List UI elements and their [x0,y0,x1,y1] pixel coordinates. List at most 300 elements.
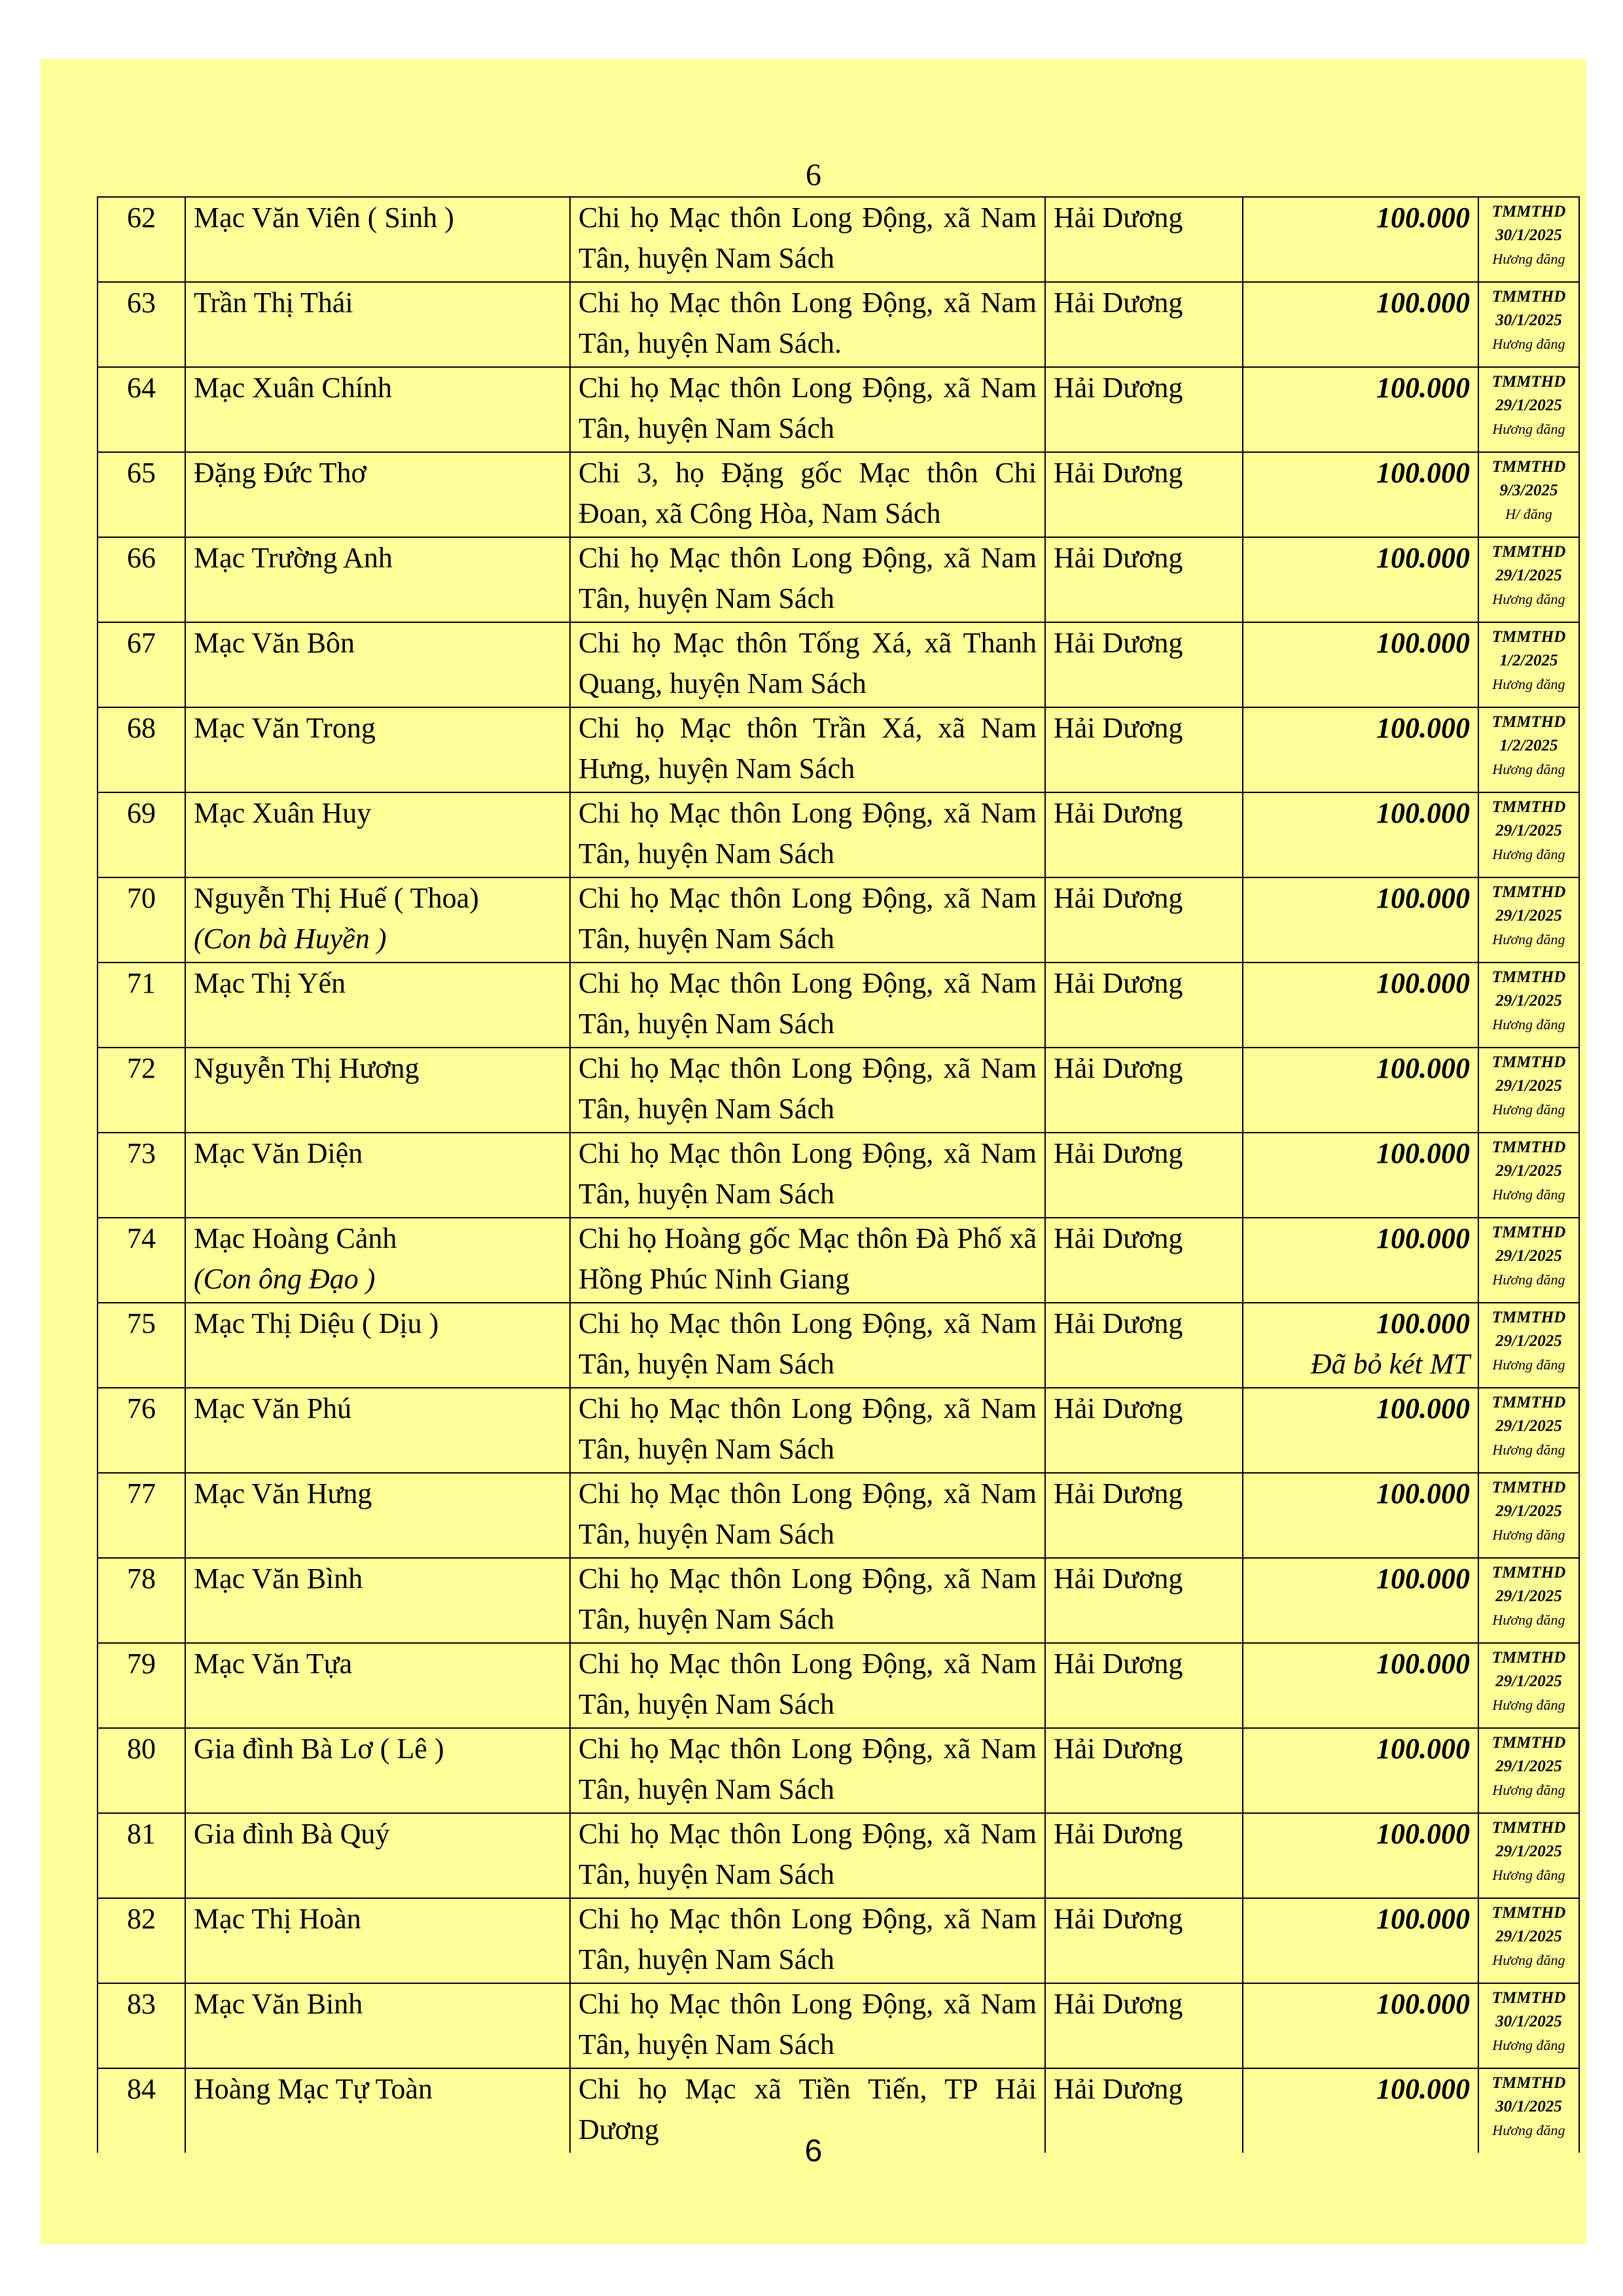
receipt-note [1478,1983,1579,2068]
receipt-note [1478,537,1579,622]
note-date: 29/1/2025 [1495,1247,1562,1265]
row-number [98,877,185,963]
row-number [98,1048,185,1133]
address: Chi họ Mạc thôn Long Động, xã Nam Tân, huyện Nam Sách [579,1648,1037,1720]
no: 84 [127,2073,156,2105]
note-date: 29/1/2025 [1495,1757,1562,1775]
name: Nguyễn Thị Huế ( Thoa) [194,882,479,914]
address: Chi họ Mạc thôn Long Động, xã Nam Tân, huyện Nam Sách. [579,287,1037,359]
no: 67 [127,627,156,659]
note-code: TMMTHD [1491,1479,1566,1496]
name: Mạc Thị Hoàn [194,1903,361,1935]
donor-province [1045,1218,1243,1303]
row-number [98,452,185,537]
address: Chi họ Mạc thôn Long Động, xã Nam Tân, huyện Nam Sách [579,542,1037,614]
donation-amount [1243,1813,1478,1898]
amount: 100.000 [1376,1733,1470,1765]
note-by: Hương đăng [1492,1952,1565,1968]
receipt-note [1478,1643,1579,1728]
donor-address [570,282,1045,367]
receipt-note [1478,1048,1579,1133]
donation-amount [1243,707,1478,792]
receipt-note [1478,452,1579,537]
amount: 100.000 [1376,1477,1470,1510]
receipt-note [1478,792,1579,877]
note-date: 29/1/2025 [1495,822,1562,839]
donor-address [570,367,1045,452]
donor-province [1045,452,1243,537]
name: Mạc Văn Viên ( Sinh ) [194,202,454,234]
address: Chi họ Mạc thôn Trần Xá, xã Nam Hưng, huyện Nam Sách [579,712,1037,785]
no: 75 [127,1307,156,1339]
no: 78 [127,1563,156,1595]
amount: 100.000 [1376,882,1470,914]
donor-name [185,1388,570,1473]
province: Hải Dương [1054,287,1183,319]
name: Gia đình Bà Lơ ( Lê ) [194,1733,444,1765]
province: Hải Dương [1054,797,1183,829]
province: Hải Dương [1054,712,1183,744]
table-row [98,1388,1579,1473]
donor-province [1045,1133,1243,1218]
receipt-note [1478,1218,1579,1303]
address: Chi họ Mạc thôn Long Động, xã Nam Tân, huyện Nam Sách [579,372,1037,444]
note-by: Hương đăng [1492,846,1565,862]
province: Hải Dương [1054,1137,1183,1169]
note-by: Hương đăng [1492,1186,1565,1203]
row-number [98,1133,185,1218]
address: Chi họ Mạc thôn Long Động, xã Nam Tân, huyện Nam Sách [579,797,1037,870]
receipt-note [1478,197,1579,282]
province: Hải Dương [1054,542,1183,574]
note-date: 30/1/2025 [1495,311,1562,329]
note-code: TMMTHD [1491,2074,1566,2092]
no: 65 [127,457,156,489]
name: Mạc Thị Yến [194,967,346,999]
name: Trần Thị Thái [194,287,353,319]
province: Hải Dương [1054,1392,1183,1424]
note-by: Hương đăng [1492,931,1565,947]
name: Mạc Văn Tựa [194,1648,353,1680]
table-row [98,1473,1579,1558]
donation-amount [1243,537,1478,622]
table-row [98,792,1579,877]
province: Hải Dương [1054,1563,1183,1595]
donor-province [1045,1473,1243,1558]
donation-amount [1243,197,1478,282]
note-code: TMMTHD [1491,628,1566,646]
donor-name [185,1218,570,1303]
receipt-note [1478,1388,1579,1473]
amount: 100.000 [1376,542,1470,574]
donation-table [97,196,1580,2153]
table-row [98,452,1579,537]
row-number [98,537,185,622]
note-code: TMMTHD [1491,1564,1566,1581]
no: 70 [127,882,156,914]
note-code: TMMTHD [1491,713,1566,731]
donor-address [570,1898,1045,1983]
note-by: Hương đăng [1492,1271,1565,1288]
note-code: TMMTHD [1491,1734,1566,1752]
receipt-note [1478,963,1579,1048]
no: 83 [127,1988,156,2020]
note-date: 29/1/2025 [1495,1162,1562,1180]
no: 73 [127,1137,156,1169]
address: Chi họ Mạc thôn Long Động, xã Nam Tân, huyện Nam Sách [579,202,1037,274]
receipt-note [1478,1558,1579,1643]
table-row [98,963,1579,1048]
table-row [98,1048,1579,1133]
note-date: 29/1/2025 [1495,907,1562,925]
donor-address [570,792,1045,877]
receipt-note [1478,1303,1579,1388]
province: Hải Dương [1054,457,1183,489]
row-number [98,1558,185,1643]
table-row [98,537,1579,622]
note-by: Hương đăng [1492,1101,1565,1118]
amount: 100.000 [1376,2073,1470,2105]
donor-address [570,963,1045,1048]
table-row [98,1558,1579,1643]
row-number [98,282,185,367]
note-by: Hương đăng [1492,761,1565,777]
name: Hoàng Mạc Tự Toàn [194,2073,433,2105]
note-by: Hương đăng [1492,1527,1565,1543]
note-code: TMMTHD [1491,1139,1566,1156]
name: Mạc Văn Bôn [194,627,355,659]
donor-province [1045,963,1243,1048]
note-by: Hương đăng [1492,1612,1565,1628]
note-code: TMMTHD [1491,1649,1566,1667]
amount: 100.000 [1376,1903,1470,1935]
note-date: 29/1/2025 [1495,567,1562,584]
donation-amount [1243,792,1478,877]
province: Hải Dương [1054,202,1183,234]
amount: 100.000 [1376,202,1470,234]
row-number [98,707,185,792]
name: Mạc Văn Trong [194,712,376,744]
note-code: TMMTHD [1491,373,1566,391]
province: Hải Dương [1054,1222,1183,1254]
province: Hải Dương [1054,627,1183,659]
no: 79 [127,1648,156,1680]
province: Hải Dương [1054,967,1183,999]
amount: 100.000 [1376,457,1470,489]
address: Chi họ Mạc thôn Long Động, xã Nam Tân, huyện Nam Sách [579,967,1037,1040]
province: Hải Dương [1054,1988,1183,2020]
row-number [98,1218,185,1303]
province: Hải Dương [1054,882,1183,914]
row-number [98,963,185,1048]
address: Chi họ Mạc thôn Long Động, xã Nam Tân, huyện Nam Sách [579,882,1037,955]
note-by: Hương đăng [1492,336,1565,352]
row-number [98,1643,185,1728]
amount: 100.000 [1376,627,1470,659]
row-number [98,1983,185,2068]
donor-province [1045,1048,1243,1133]
note-code: TMMTHD [1491,1819,1566,1837]
receipt-note [1478,1133,1579,1218]
note-date: 30/1/2025 [1495,2098,1562,2115]
receipt-note [1478,282,1579,367]
donor-province [1045,1388,1243,1473]
note-code: TMMTHD [1491,1224,1566,1241]
donation-amount [1243,963,1478,1048]
receipt-note [1478,877,1579,963]
row-number [98,1898,185,1983]
amount: 100.000 [1376,1988,1470,2020]
no: 76 [127,1392,156,1424]
donation-amount [1243,367,1478,452]
donation-amount [1243,877,1478,963]
amount: 100.000 [1376,1137,1470,1169]
table-row [98,622,1579,707]
note-date: 29/1/2025 [1495,1502,1562,1520]
amount: 100.000 [1376,712,1470,744]
address: Chi họ Mạc thôn Long Động, xã Nam Tân, huyện Nam Sách [579,1392,1037,1465]
donor-address [570,1983,1045,2068]
note-date: 29/1/2025 [1495,1928,1562,1945]
donor-address [570,1558,1045,1643]
donor-address [570,1473,1045,1558]
no: 64 [127,372,156,404]
amount: 100.000 [1376,372,1470,404]
donor-name [185,1728,570,1813]
receipt-note [1478,1898,1579,1983]
note-by: Hương đăng [1492,1016,1565,1033]
note-code: TMMTHD [1491,1053,1566,1071]
donation-amount [1243,1048,1478,1133]
row-number [98,1728,185,1813]
name: Mạc Văn Phú [194,1392,352,1424]
row-number [98,197,185,282]
note-code: TMMTHD [1491,1989,1566,2007]
note-date: 29/1/2025 [1495,992,1562,1010]
donor-province [1045,622,1243,707]
province: Hải Dương [1054,1477,1183,1510]
name: Mạc Văn Binh [194,1988,363,2020]
name: Gia đình Bà Quý [194,1818,390,1850]
donor-address [570,1218,1045,1303]
donor-province [1045,877,1243,963]
donor-name [185,1048,570,1133]
donor-address [570,707,1045,792]
amount: 100.000 [1376,1818,1470,1850]
table-row [98,1983,1579,2068]
note-code: TMMTHD [1491,203,1566,221]
donor-province [1045,792,1243,877]
note-date: 29/1/2025 [1495,1587,1562,1605]
address: Chi họ Mạc thôn Long Động, xã Nam Tân, huyện Nam Sách [579,1818,1037,1890]
address: Chi họ Mạc thôn Long Động, xã Nam Tân, huyện Nam Sách [579,1988,1037,2060]
donation-amount [1243,1218,1478,1303]
donation-table-body [98,197,1579,2153]
donor-name [185,963,570,1048]
province: Hải Dương [1054,1307,1183,1339]
donation-amount [1243,1983,1478,2068]
note-by: Hương đăng [1492,676,1565,692]
table-row [98,1728,1579,1813]
no: 66 [127,542,156,574]
donation-amount [1243,1473,1478,1558]
table-row [98,707,1579,792]
donor-name [185,197,570,282]
note-by: Hương đăng [1492,591,1565,607]
donation-amount [1243,1558,1478,1643]
note-by: H/ đăng [1505,506,1552,522]
note-date: 30/1/2025 [1495,226,1562,244]
table-row [98,1218,1579,1303]
note-by: Hương đăng [1492,251,1565,267]
donor-address [570,537,1045,622]
amount: 100.000 [1376,1648,1470,1680]
note-code: TMMTHD [1491,1309,1566,1326]
name: Mạc Xuân Huy [194,797,372,829]
address: Chi họ Mạc thôn Long Động, xã Nam Tân, huyện Nam Sách [579,1137,1037,1210]
note-date: 29/1/2025 [1495,1077,1562,1095]
note-code: TMMTHD [1491,883,1566,901]
donor-province [1045,537,1243,622]
note-by: Hương đăng [1492,1697,1565,1713]
donor-province [1045,197,1243,282]
note-by: Hương đăng [1492,1782,1565,1798]
donor-name [185,1643,570,1728]
address: Chi họ Mạc xã Tiền Tiến, TP Hải Dương [579,2073,1037,2146]
receipt-note [1478,1473,1579,1558]
no: 68 [127,712,156,744]
row-number [98,622,185,707]
table-row [98,1898,1579,1983]
donor-name [185,282,570,367]
note-code: TMMTHD [1491,543,1566,561]
row-number [98,1813,185,1898]
donor-name [185,1473,570,1558]
note-date: 1/2/2025 [1499,737,1558,754]
row-number [98,1388,185,1473]
document-page [41,59,1586,2244]
name: Mạc Trường Anh [194,542,393,574]
address: Chi 3, họ Đặng gốc Mạc thôn Chi Đoan, xã Công Hòa, Nam Sách [579,457,1037,529]
amount: 100.000 [1376,1052,1470,1084]
note-code: TMMTHD [1491,968,1566,986]
donor-address [570,1728,1045,1813]
note-date: 1/2/2025 [1499,652,1558,669]
amount: 100.000 [1376,1307,1470,1339]
donor-address [570,1388,1045,1473]
name: Mạc Văn Hưng [194,1477,372,1510]
note-code: TMMTHD [1491,1394,1566,1411]
table-row [98,282,1579,367]
no: 72 [127,1052,156,1084]
amount: 100.000 [1376,797,1470,829]
donor-name [185,1898,570,1983]
name: Mạc Thị Diệu ( Dịu ) [194,1307,439,1339]
receipt-note [1478,367,1579,452]
donor-name [185,1813,570,1898]
note-code: TMMTHD [1491,798,1566,816]
donor-name [185,452,570,537]
donor-name [185,622,570,707]
address: Chi họ Mạc thôn Long Động, xã Nam Tân, huyện Nam Sách [579,1563,1037,1635]
note-code: TMMTHD [1491,458,1566,476]
table-row [98,367,1579,452]
table-row [98,877,1579,963]
note-date: 29/1/2025 [1495,397,1562,414]
donor-province [1045,1643,1243,1728]
page-number-top: 6 [806,158,821,192]
amount-note: Đã bỏ két MT [1310,1348,1470,1380]
donor-address [570,622,1045,707]
no: 77 [127,1477,156,1510]
donor-name [185,1303,570,1388]
donor-name-note: (Con ông Đạo ) [194,1263,376,1295]
donor-name [185,792,570,877]
donor-name-note: (Con bà Huyền ) [194,923,387,955]
donor-address [570,1303,1045,1388]
table-row [98,1643,1579,1728]
name: Mạc Văn Bình [194,1563,363,1595]
name: Mạc Hoàng Cảnh [194,1222,397,1254]
note-date: 29/1/2025 [1495,1332,1562,1350]
donation-amount [1243,1898,1478,1983]
province: Hải Dương [1054,1648,1183,1680]
note-by: Hương đăng [1492,1867,1565,1883]
province: Hải Dương [1054,2073,1183,2105]
donor-name [185,367,570,452]
donor-address [570,197,1045,282]
no: 82 [127,1903,156,1935]
amount: 100.000 [1376,1392,1470,1424]
address: Chi họ Mạc thôn Tống Xá, xã Thanh Quang, huyện Nam Sách [579,627,1037,699]
province: Hải Dương [1054,372,1183,404]
address: Chi họ Mạc thôn Long Động, xã Nam Tân, huyện Nam Sách [579,1733,1037,1805]
province: Hải Dương [1054,1903,1183,1935]
donor-province [1045,367,1243,452]
donor-name [185,1558,570,1643]
note-by: Hương đăng [1492,1441,1565,1458]
donor-address [570,1813,1045,1898]
note-date: 30/1/2025 [1495,2013,1562,2030]
table-row [98,197,1579,282]
row-number [98,1473,185,1558]
donor-province [1045,1728,1243,1813]
donor-address [570,1643,1045,1728]
note-code: TMMTHD [1491,1904,1566,1922]
note-date: 9/3/2025 [1499,482,1558,499]
address: Chi họ Hoàng gốc Mạc thôn Đà Phố xã Hồng Phúc Ninh Giang [579,1222,1037,1295]
donor-province [1045,1898,1243,1983]
amount: 100.000 [1376,1222,1470,1254]
row-number [98,1303,185,1388]
donation-amount [1243,282,1478,367]
donor-name [185,1133,570,1218]
note-by: Hương đăng [1492,2037,1565,2053]
receipt-note [1478,1728,1579,1813]
name: Nguyễn Thị Hương [194,1052,419,1084]
table-row [98,1303,1579,1388]
province: Hải Dương [1054,1052,1183,1084]
row-number [98,367,185,452]
note-code: TMMTHD [1491,288,1566,306]
receipt-note [1478,1813,1579,1898]
no: 74 [127,1222,156,1254]
donor-address [570,452,1045,537]
table-row [98,1133,1579,1218]
donor-province [1045,1303,1243,1388]
note-by: Hương đăng [1492,1356,1565,1373]
donation-amount [1243,1303,1478,1388]
